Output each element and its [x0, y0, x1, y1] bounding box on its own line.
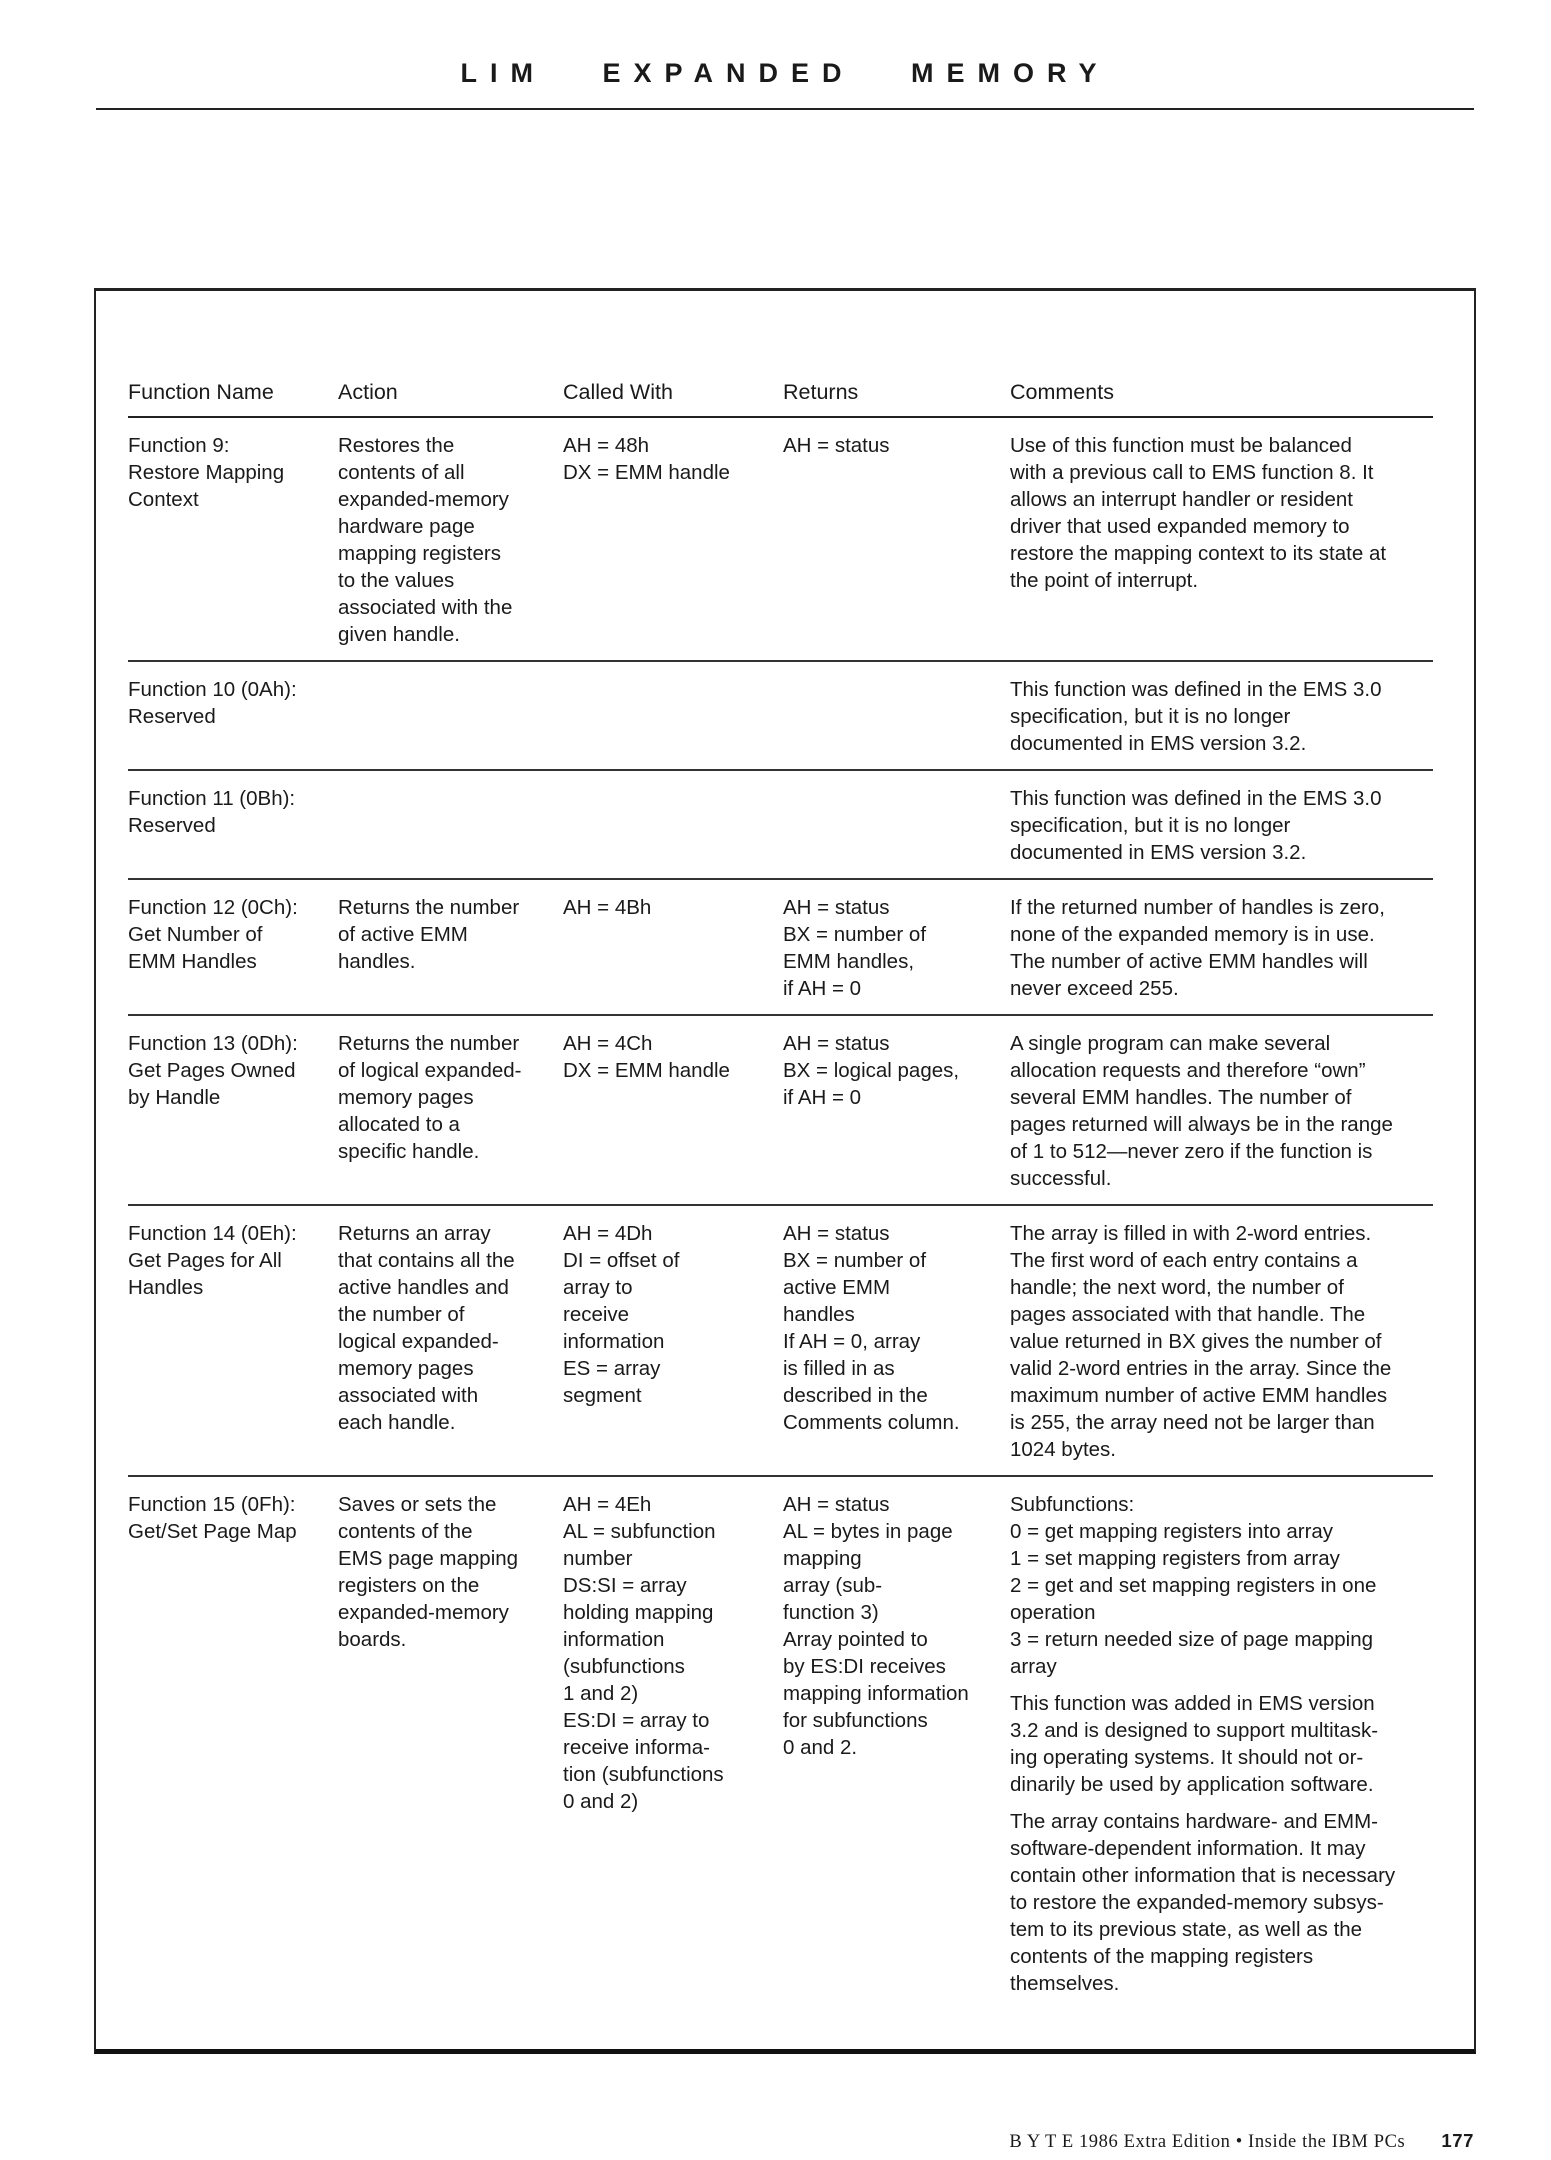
action-cell: Saves or sets the contents of the EMS page mapping registers on the expanded-memory boards. — [338, 1493, 519, 1651]
returns-cell: AH = status BX = number of EMM handles, if AH = 0 — [783, 879, 1010, 1015]
function-name-cell: Function 11 (0Bh): Reserved — [128, 770, 338, 879]
table-row — [128, 661, 1433, 770]
function-name-cell: Function 13 (0Dh): Get Pages Owned by Handle — [128, 1015, 338, 1205]
called-with-cell: AH = 4Eh AL = subfunction number DS:SI = array holding mapping information (subfunctions 1 and 2) ES:DI = array to receive informa- tion (subfunctions 0 and 2) — [563, 1493, 724, 1813]
comment-paragraph: Use of this function must be balanced with a previous call to EMS function 8. It allows an interrupt handler or resident driver that used expanded memory to restore the mapping context to its state at the point of interrupt. — [1010, 434, 1387, 592]
column-header-returns: Returns — [783, 379, 1010, 417]
comment-paragraph: This function was defined in the EMS 3.0 specification, but it is no longer documented in EMS version 3.2. — [1010, 787, 1382, 864]
returns-cell — [783, 661, 1010, 770]
called-with-cell: AH = 4Bh — [563, 879, 783, 1015]
returns-cell — [783, 770, 1010, 879]
action-cell — [338, 661, 563, 770]
comments-cell — [1010, 417, 1433, 661]
comments-cell — [1010, 1476, 1433, 2009]
table-row — [128, 879, 1433, 1015]
table-row — [128, 1476, 1433, 2009]
comments-cell — [1010, 1015, 1433, 1205]
running-head-word: MEMORY — [911, 58, 1110, 88]
header-rule — [96, 108, 1474, 110]
called-with-cell: AH = 4Ch DX = EMM handle — [563, 1015, 783, 1205]
comment-paragraph: This function was defined in the EMS 3.0 specification, but it is no longer documented in EMS version 3.2. — [1010, 678, 1382, 755]
returns-cell: AH = status BX = logical pages, if AH = 0 — [783, 1015, 1010, 1205]
table-row — [128, 1015, 1433, 1205]
comment-paragraph: A single program can make several allocation requests and therefore “own” several EMM handles. The number of pages returned will always be in the range of 1 to 512—never zero if the function is successful. — [1010, 1032, 1393, 1190]
action-cell: Returns the number of logical expanded- memory pages allocated to a specific handle. — [338, 1015, 563, 1205]
returns-cell: AH = status BX = number of active EMM handles If AH = 0, array is filled in as described in the Comments column. — [783, 1205, 1010, 1476]
page-number: 177 — [1441, 2130, 1474, 2151]
returns-cell: AH = status — [783, 417, 1010, 661]
called-with-cell — [563, 661, 783, 770]
running-head-word: EXPANDED — [602, 58, 855, 88]
function-name-cell: Function 14 (0Eh): Get Pages for All Handles — [128, 1205, 338, 1476]
running-head-word: LIM — [460, 58, 546, 88]
column-header-comments: Comments — [1010, 379, 1433, 417]
column-header-called-with: Called With — [563, 379, 783, 417]
called-with-cell: AH = 48h DX = EMM handle — [563, 417, 783, 661]
action-cell — [338, 770, 563, 879]
table-header — [128, 379, 1433, 417]
table-row — [128, 1205, 1433, 1476]
table-body — [128, 417, 1433, 2009]
comment-paragraph: The array is filled in with 2-word entries. The first word of each entry contains a handle; the next word, the number of pages associated with that handle. The value returned in BX gives the number of valid 2-word entries in the array. Since the maximum number of active EMM handles is 255, the array need not be larger than 1024 bytes. — [1010, 1222, 1392, 1461]
action-cell: Returns an array that contains all the active handles and the number of logical expanded- memory pages associated with each handle. — [338, 1205, 563, 1476]
comment-paragraph: If the returned number of handles is zero, none of the expanded memory is in use. The number of active EMM handles will never exceed 255. — [1010, 896, 1385, 1000]
footer-publication: B Y T E 1986 Extra Edition • Inside the IBM PCs — [1009, 2132, 1406, 2152]
comments-cell — [1010, 770, 1433, 879]
function-name-cell: Function 10 (0Ah): Reserved — [128, 661, 338, 770]
table-row — [128, 770, 1433, 879]
function-name-cell: Function 9: Restore Mapping Context — [128, 417, 338, 661]
comment-paragraph: The array contains hardware- and EMM- software-dependent information. It may contain other information that is necessary to restore the expanded-memory subsys- tem to its previous state, as well as the contents of the mapping registers themselves. — [1010, 1810, 1396, 1995]
called-with-cell — [563, 770, 783, 879]
action-cell: Returns the number of active EMM handles. — [338, 879, 563, 1015]
comments-cell — [1010, 661, 1433, 770]
column-header-action: Action — [338, 379, 563, 417]
returns-cell: AH = status AL = bytes in page mapping array (sub- function 3) Array pointed to by ES:DI receives mapping information for subfunctions 0 and 2. — [783, 1493, 969, 1759]
function-name-cell: Function 15 (0Fh): Get/Set Page Map — [128, 1493, 297, 1543]
comments-cell — [1010, 1205, 1433, 1476]
action-cell: Restores the contents of all expanded-memory hardware page mapping registers to the values associated with the given handle. — [338, 417, 563, 661]
called-with-cell: AH = 4Dh DI = offset of array to receive information ES = array segment — [563, 1205, 783, 1476]
table-row — [128, 417, 1433, 661]
comment-paragraph: This function was added in EMS version 3.2 and is designed to support multitask- ing operating systems. It should not or- dinarily be used by application software. — [1010, 1692, 1379, 1796]
function-table-box — [94, 288, 1476, 2054]
function-name-cell: Function 12 (0Ch): Get Number of EMM Handles — [128, 879, 338, 1015]
ems-function-table — [128, 379, 1433, 2009]
comments-cell — [1010, 879, 1433, 1015]
page-footer — [1009, 2130, 1474, 2153]
comment-paragraph: Subfunctions: 0 = get mapping registers into array 1 = set mapping registers from array 2 = get and set mapping registers in one operation 3 = return needed size of page mapping array — [1010, 1493, 1377, 1678]
running-head — [96, 58, 1474, 89]
column-header-function-name: Function Name — [128, 379, 338, 417]
